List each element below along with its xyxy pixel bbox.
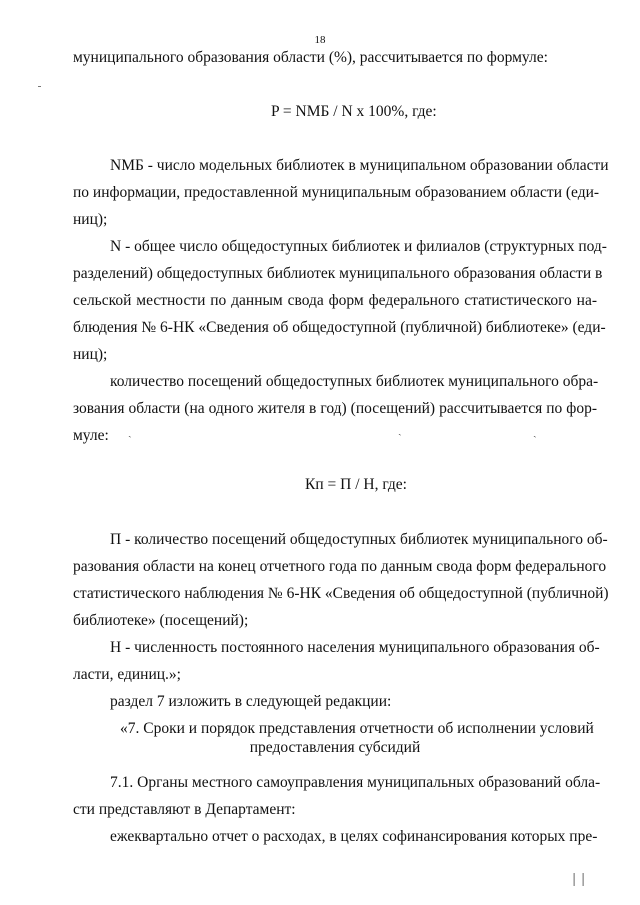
- text-line: разделений) общедоступных библиотек муниципального образования области в: [73, 265, 603, 282]
- text-line: ласти, единиц.»;: [73, 666, 181, 683]
- text-line: П - количество посещений общедоступных библиотек муниципального об-: [110, 531, 608, 548]
- scan-speck: ׀ ׀: [571, 875, 587, 887]
- quarterly-line: ежеквартально отчет о расходах, в целях софинансирования которых пре-: [110, 828, 598, 845]
- formula-p: P = NМБ / N x 100%, где:: [271, 103, 437, 120]
- text-line: библиотеке» (посещений);: [73, 612, 249, 629]
- title-line: «7. Сроки и порядок представления отчетности об исполнении условий: [120, 720, 594, 737]
- title-line: предоставления субсидий: [249, 739, 421, 756]
- text-line: сельской местности по данным свода форм федерального статистического на-: [73, 292, 597, 309]
- text-line: по информации, предоставленной муниципальным образованием области (еди-: [73, 184, 600, 201]
- text-line: N - общее число общедоступных библиотек и филиалов (структурных под-: [110, 238, 607, 255]
- section-instruction: раздел 7 изложить в следующей редакции:: [110, 693, 392, 710]
- scan-speck: ˏ: [128, 426, 132, 438]
- text-line: NМБ - число модельных библиотек в муниципальном образовании области: [110, 157, 609, 174]
- intro-line: муниципального образования области (%), рассчитывается по формуле:: [73, 49, 548, 66]
- text-line: ниц);: [73, 346, 108, 363]
- text-line: 7.1. Органы местного самоуправления муниципальных образований обла-: [110, 774, 601, 791]
- text-line: количество посещений общедоступных библиотек муниципального обра-: [110, 373, 599, 390]
- text-line: разования области на конец отчетного года по данным свода форм федерального: [73, 558, 607, 575]
- scan-speck: ˏ: [533, 426, 537, 438]
- text-line: блюдения № 6-НК «Сведения об общедоступной (публичной) библиотеке» (еди-: [73, 319, 606, 336]
- page-number: 18: [314, 34, 326, 46]
- margin-mark: [38, 86, 41, 87]
- text-line: ниц);: [73, 211, 108, 228]
- text-line: статистического наблюдения № 6-НК «Сведения об общедоступной (публичной): [73, 585, 609, 602]
- scan-speck: ˏ: [398, 424, 402, 436]
- formula-kp: Кп = П / Н, где:: [305, 476, 407, 493]
- text-line: зования области (на одного жителя в год) (посещений) рассчитывается по фор-: [73, 400, 597, 417]
- text-line: муле:: [73, 427, 109, 444]
- text-line: Н - численность постоянного населения муниципального образования об-: [110, 639, 600, 656]
- text-line: сти представляют в Департамент:: [73, 801, 296, 818]
